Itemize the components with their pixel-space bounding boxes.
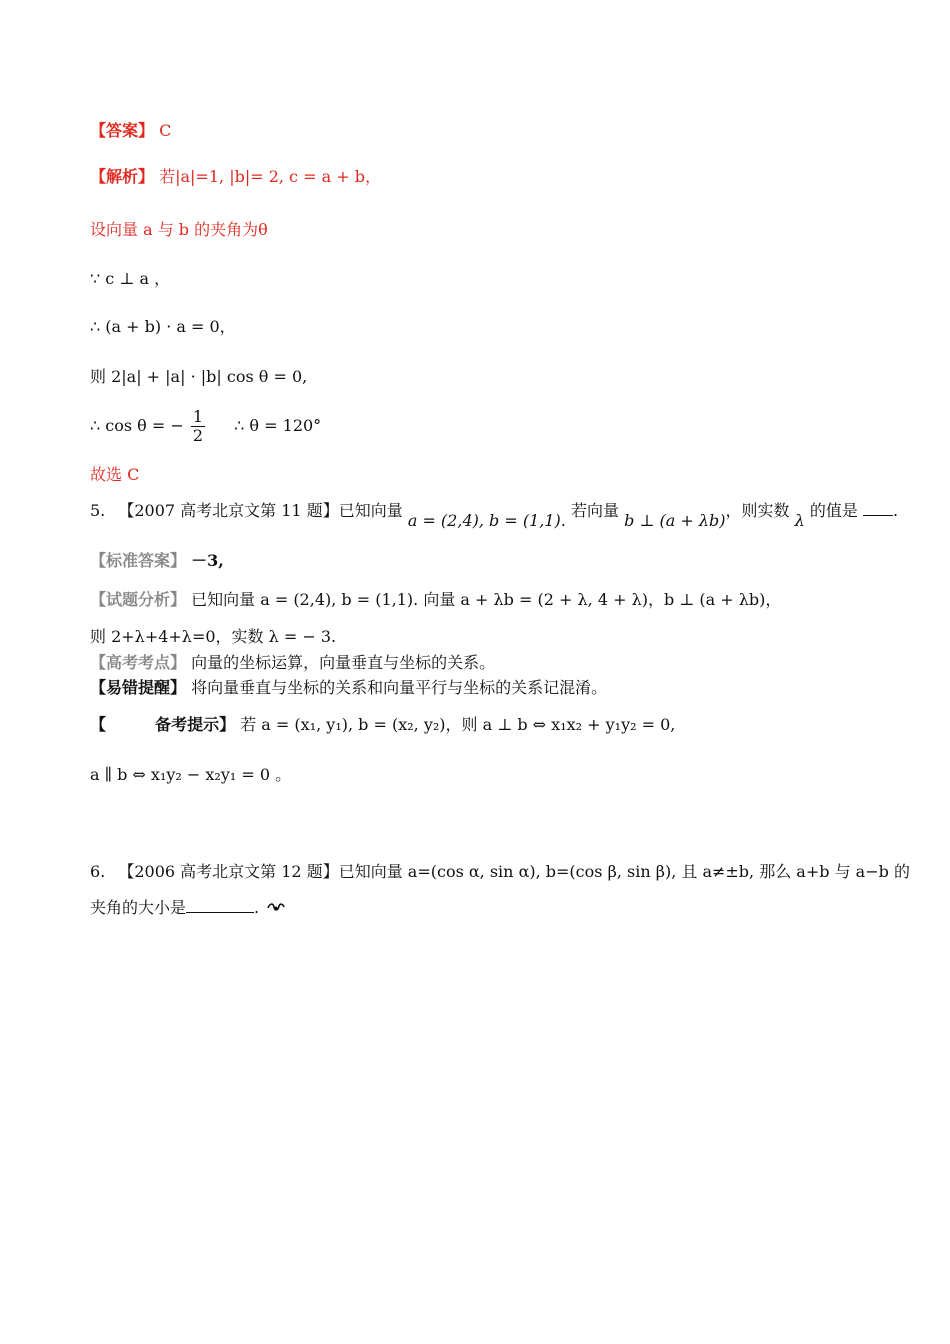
q5-exam-point <box>90 652 495 674</box>
solution-step-4-text: 则 2|a| + |a| · |b| cos θ = 0, <box>90 367 308 386</box>
scribble-icon <box>267 898 285 920</box>
q6-source: 【2006 高考北京文第 12 题】 <box>118 862 339 881</box>
q5-text-1: 已知向量 <box>338 501 403 520</box>
question-5 <box>90 500 899 530</box>
q5-study-tip <box>90 714 675 736</box>
q6-end: . <box>254 898 260 917</box>
study-tip-text: 若 a = (x₁, y₁), b = (x₂, y₂)，则 a ⊥ b ⇔ x₁x₂ + y₁y₂ = 0, <box>240 715 676 734</box>
solution-step-2: ∵ c ⊥ a ， <box>90 269 171 288</box>
question-6-continued <box>90 897 285 920</box>
answer-value: C <box>159 121 172 140</box>
std-answer-value: －3, <box>191 551 224 570</box>
q5-text-3: ，则实数 <box>725 501 790 520</box>
q5-standard-answer <box>90 550 224 572</box>
q5-analysis-text: 已知向量 a = (2,4), b = (1,1). 向量 a + λb = (2 + λ, 4 + λ)，b ⊥ (a + λb)， <box>191 590 782 609</box>
q5-source: 【2007 高考北京文第 11 题】 <box>118 501 339 520</box>
q6-answer-blank <box>186 898 254 913</box>
solution-step-1: 设向量 a 与 b 的夹角为θ <box>90 220 268 239</box>
answer-label: 【答案】 <box>90 121 155 140</box>
q5-number: 5. <box>90 501 106 520</box>
analysis-text: 若|a|=1, |b|= 2, c = a + b， <box>159 167 381 186</box>
cos-theta-left: ∴ cos θ = − <box>90 416 184 435</box>
solution-step-4 <box>90 366 307 388</box>
conclusion: 故选 C <box>90 465 140 484</box>
fraction-numerator: 1 <box>192 407 204 426</box>
q5-analysis <box>90 589 781 611</box>
study-tip-label-left: 【 <box>90 715 107 734</box>
q5-study-tip-continued: a ∥ b ⇔ x₁y₂ − x₂y₁ = 0 。 <box>90 765 292 784</box>
theta-result: ∴ θ = 120° <box>234 416 322 435</box>
q5-perpendicular: b ⊥ (a + λb) <box>624 511 726 530</box>
q5-text-2: 若向量 <box>570 501 619 520</box>
std-answer-label: 【标准答案】 <box>90 551 187 570</box>
solution-step-3: ∴ (a + b) · a = 0， <box>90 317 236 336</box>
q5-end: . <box>892 501 899 520</box>
q5-condition: a = (2,4), b = (1,1). <box>407 511 566 530</box>
question-6 <box>90 861 910 883</box>
q5-lambda: λ <box>794 511 805 530</box>
q6-text-2: 夹角的大小是 <box>90 898 187 917</box>
q5-text-4: 的值是 <box>809 501 858 520</box>
error-reminder-label: 【易错提醒】 <box>90 678 187 697</box>
q5-analysis-continued: 则 2+λ+4+λ=0，实数 λ = − 3. <box>90 627 337 646</box>
q6-text-1: 已知向量 a=(cos α, sin α), b=(cos β, sin β), 且 a≠±b, 那么 a+b 与 a−b 的 <box>338 862 910 881</box>
exam-point-label: 【高考考点】 <box>90 653 187 672</box>
analysis-label: 【解析】 <box>90 167 155 186</box>
study-tip-label-right: 备考提示】 <box>155 715 236 734</box>
q5-analysis-label: 【试题分析】 <box>90 590 187 609</box>
q6-number: 6. <box>90 862 106 881</box>
q5-error-reminder <box>90 677 607 699</box>
analysis-line <box>90 166 381 188</box>
answer-line <box>90 120 171 142</box>
error-reminder-text: 将向量垂直与坐标的关系和向量平行与坐标的关系记混淆。 <box>191 678 608 697</box>
fraction-denominator: 2 <box>192 426 204 445</box>
q5-answer-blank <box>863 501 893 516</box>
fraction-one-half <box>191 408 205 445</box>
exam-point-text: 向量的坐标运算，向量垂直与坐标的关系。 <box>191 653 496 672</box>
solution-step-5 <box>90 408 321 445</box>
